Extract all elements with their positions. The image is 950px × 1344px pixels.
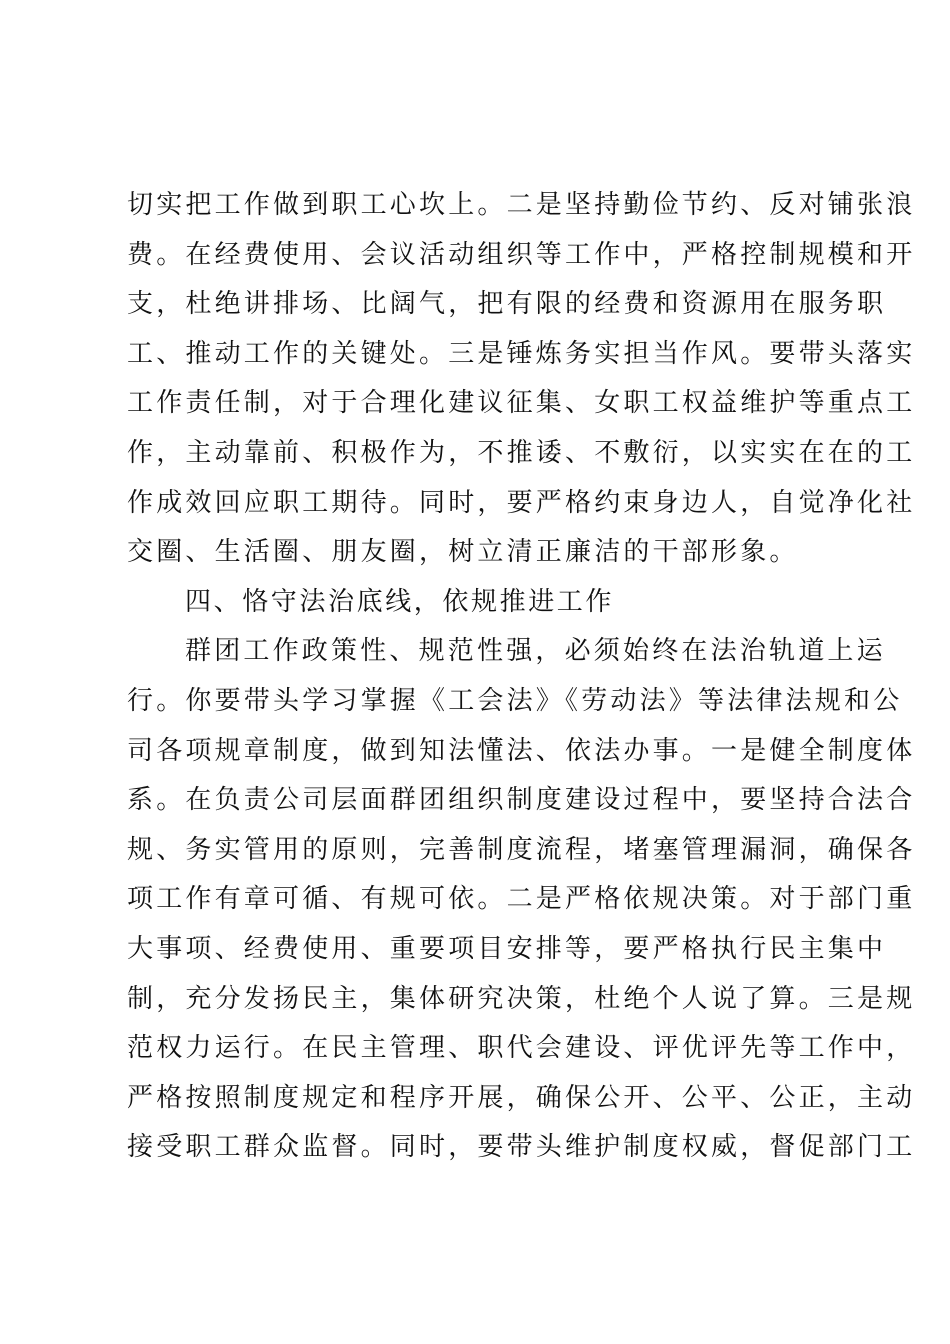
text-line: 作成效回应职工期待。同时，要严格约束身边人，自觉净化社 (127, 487, 916, 518)
text-line: 工、推动工作的关键处。三是锤炼务实担当作风。要带头落实 (127, 338, 916, 369)
text-line: 群团工作政策性、规范性强，必须始终在法治轨道上运 (185, 636, 886, 667)
text-line: 交圈、生活圈、朋友圈，树立清正廉洁的干部形象。 (127, 537, 799, 568)
text-line: 规、务实管用的原则，完善制度流程，堵塞管理漏洞，确保各 (127, 834, 916, 865)
text-line: 制，充分发扬民主，集体研究决策，杜绝个人说了算。三是规 (127, 983, 916, 1014)
text-line: 项工作有章可循、有规可依。二是严格依规决策。对于部门重 (127, 884, 916, 915)
text-line: 接受职工群众监督。同时，要带头维护制度权威，督促部门工 (127, 1132, 916, 1163)
text-line: 行。你要带头学习掌握《工会法》《劳动法》等法律法规和公 (127, 685, 903, 716)
text-line: 大事项、经费使用、重要项目安排等，要严格执行民主集中 (127, 933, 887, 964)
text-line: 作，主动靠前、积极作为，不推诿、不敷衍，以实实在在的工 (127, 437, 916, 468)
text-line: 工作责任制，对于合理化建议征集、女职工权益维护等重点工 (127, 388, 916, 419)
document-body (127, 181, 916, 1173)
text-line: 支，杜绝讲排场、比阔气，把有限的经费和资源用在服务职 (127, 289, 887, 320)
text-line: 切实把工作做到职工心坎上。二是坚持勤俭节约、反对铺张浪 (127, 190, 916, 220)
paragraph-integrity (127, 181, 916, 578)
text-line: 系。在负责公司层面群团组织制度建设过程中，要坚持合法合 (127, 785, 916, 816)
paragraph-rule-of-law (127, 627, 916, 1173)
text-line: 司各项规章制度，做到知法懂法、依法办事。一是健全制度体 (127, 735, 916, 766)
section-heading: 四、恪守法治底线，依规推进工作 (185, 586, 615, 617)
text-line: 严格按照制度规定和程序开展，确保公开、公平、公正，主动 (127, 1082, 916, 1113)
text-line: 费。在经费使用、会议活动组织等工作中，严格控制规模和开 (127, 239, 916, 270)
text-line: 范权力运行。在民主管理、职代会建设、评优评先等工作中， (127, 1033, 916, 1064)
